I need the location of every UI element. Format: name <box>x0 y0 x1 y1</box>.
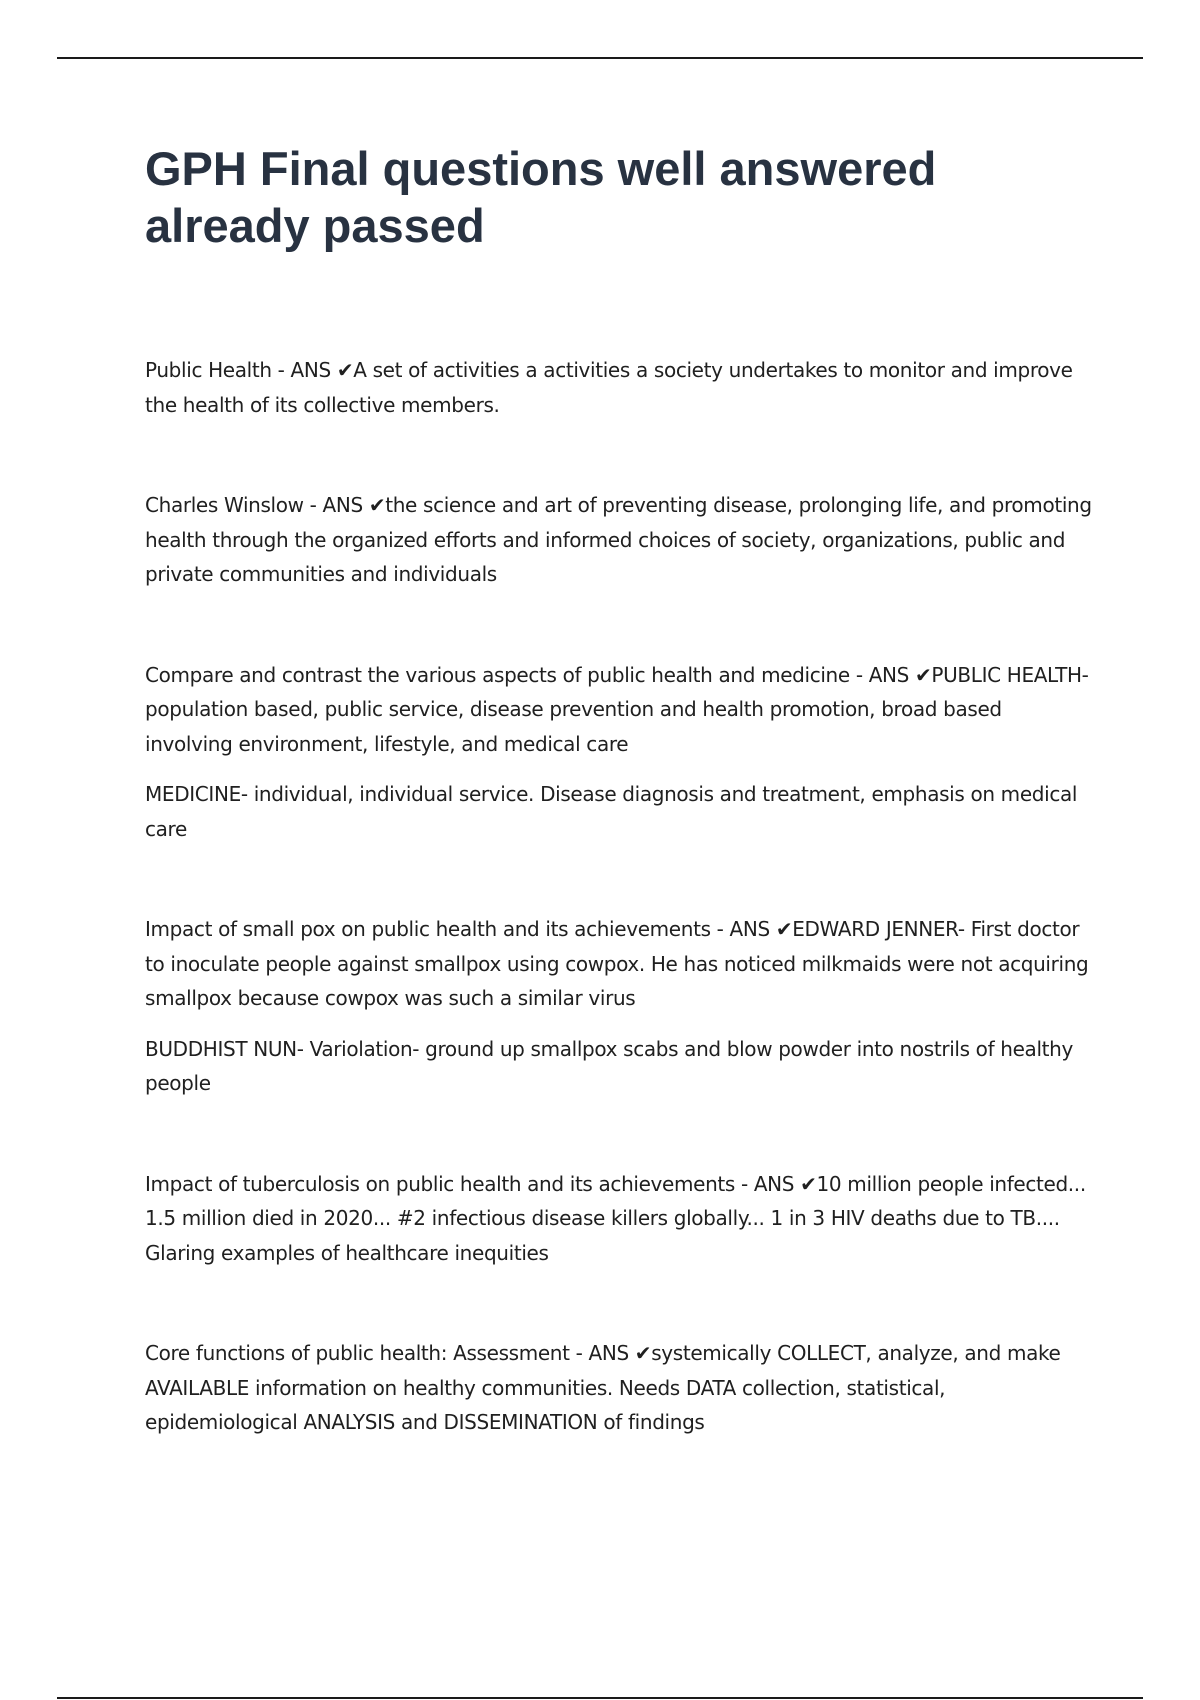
qa-paragraph: BUDDHIST NUN- Variolation- ground up smallpox scabs and blow powder into nostrils of healthy people <box>145 1036 1073 1095</box>
top-rule <box>57 57 1143 59</box>
qa-paragraph: Impact of tuberculosis on public health and its achievements - ANS ✔10 million people infected... 1.5 million died in 2020... #2 infectious disease killers globally... 1 in 3 HIV deaths due to TB.... Glaring examples of healthcare inequities <box>145 1171 1086 1265</box>
qa-list <box>145 353 1095 1440</box>
qa-paragraph: Compare and contrast the various aspects of public health and medicine - ANS ✔PUBLIC HEALTH- population based, public service, disease prevention and health promotion, broad based involving environment, lifestyle, and medical care <box>145 662 1089 756</box>
qa-item-core-functions-assessment <box>145 1336 1095 1440</box>
qa-item-charles-winslow <box>145 488 1095 592</box>
qa-paragraph: Impact of small pox on public health and its achievements - ANS ✔EDWARD JENNER- First doctor to inoculate people against smallpox using cowpox. He has noticed milkmaids were not acquiring smallpox because cowpox was such a similar virus <box>145 917 1089 1010</box>
document-body <box>145 140 1095 1440</box>
qa-item-public-health-vs-medicine <box>145 658 1095 847</box>
qa-item-tuberculosis <box>145 1167 1095 1271</box>
bottom-rule <box>57 1697 1143 1699</box>
qa-item-smallpox <box>145 912 1095 1101</box>
qa-paragraph: MEDICINE- individual, individual service. Disease diagnosis and treatment, emphasis on medical care <box>145 782 1078 841</box>
qa-paragraph: Public Health - ANS ✔A set of activities a activities a society undertakes to monitor and improve the health of its collective members. <box>145 358 1073 417</box>
document-title: GPH Final questions well answered already passed <box>145 142 937 252</box>
qa-paragraph: Charles Winslow - ANS ✔the science and art of preventing disease, prolonging life, and promoting health through the organized efforts and informed choices of society, organizations, public and private communities and individuals <box>145 493 1092 586</box>
qa-item-public-health <box>145 353 1095 422</box>
qa-paragraph: Core functions of public health: Assessment - ANS ✔systemically COLLECT, analyze, and make AVAILABLE information on healthy communities. Needs DATA collection, statistical, epidemiological ANALYSIS and DISSEMINATION of findings <box>145 1341 1061 1434</box>
